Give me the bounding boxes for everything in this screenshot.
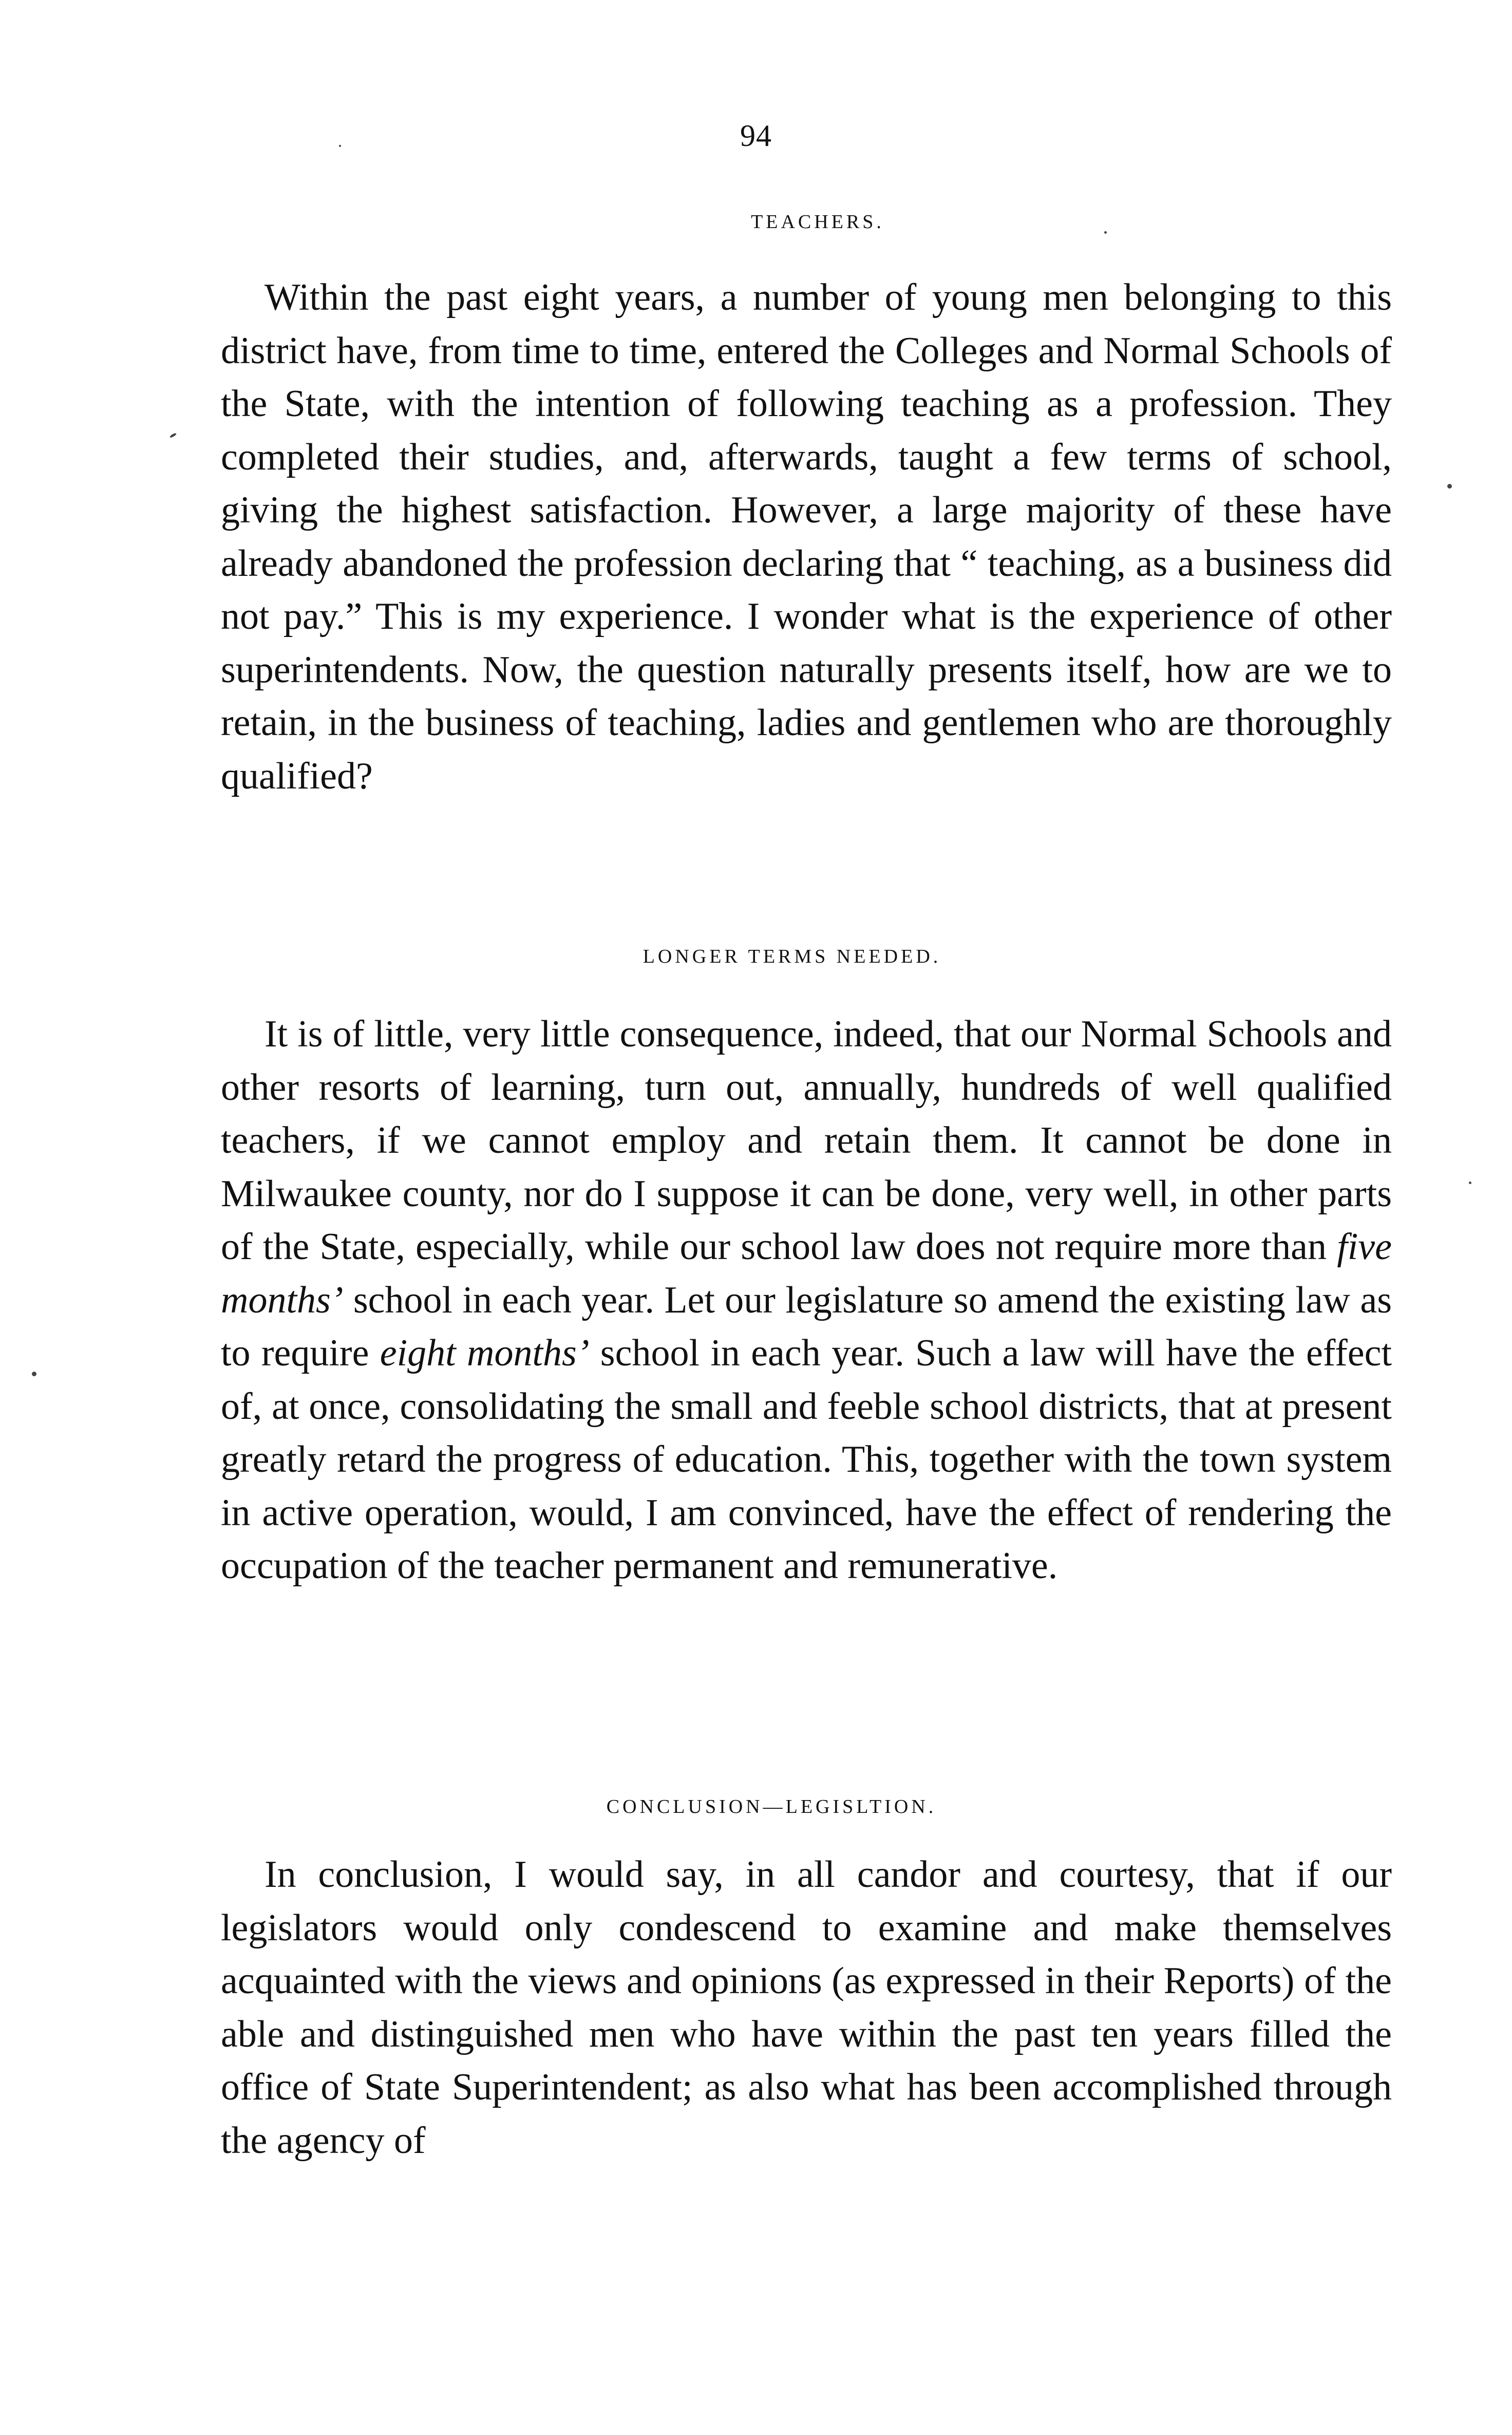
print-speck — [1104, 231, 1107, 234]
italic-text: five months’ — [221, 1226, 1392, 1321]
print-speck — [1469, 1182, 1471, 1184]
paragraph-text: school in each year. Such a law will have the effect of, at once, consolidating the small and feeble school districts, that at present greatly retard the progress of education. This, together with the town system in active operation, would, I am convinced, have the effect of rendering the occupation of the teacher permanent and remunerative. — [221, 1332, 1392, 1587]
print-speck — [339, 145, 341, 147]
section-heading-conclusion: CONCLUSION—LEGISLTION. — [606, 1796, 937, 1818]
page-number: 94 — [740, 119, 772, 153]
print-speck — [169, 433, 177, 438]
italic-text: eight months’ — [380, 1332, 590, 1374]
paragraph-longer-terms — [221, 1008, 1392, 1593]
print-speck — [1447, 484, 1452, 489]
paragraph-text: It is of little, very little consequence, indeed, that our Normal Schools and other resorts of learning, turn out, annually, hundreds of well qualified teachers, if we cannot employ and retain them. It cannot be done in Milwaukee county, nor do I suppose it can be done, very well, in other parts of the State, especially, while our school law does not require more than — [221, 1013, 1392, 1268]
paragraph-teachers: Within the past eight years, a number of young men belonging to this district have, from time to time, entered the Colleges and Normal Schools of the State, with the intention of following teaching as a profession. They completed their studies, and, afterwards, taught a few terms of school, giving the highest satisfaction. However, a large majority of these have already abandoned the profession declaring that “ teaching, as a business did not pay.” This is my experience. I wonder what is the experience of other superintendents. Now, the question naturally presents itself, how are we to retain, in the business of teaching, ladies and gentlemen who are thoroughly qualified? — [221, 276, 1392, 797]
section-heading-longer-terms: LONGER TERMS NEEDED. — [642, 946, 941, 967]
paragraph-text: school in each year. Let our legislature so amend the existing law as to require — [221, 1279, 1392, 1374]
section-heading-teachers: TEACHERS. — [751, 211, 884, 233]
print-speck — [32, 1372, 36, 1376]
paragraph-conclusion: In conclusion, I would say, in all candor and courtesy, that if our legislators would only condescend to examine and make themselves acquainted with the views and opinions (as expressed in their Reports) of the able and distinguished men who have within the past ten years filled the office of State Superintendent; as also what has been accomplished through the agency of — [221, 1853, 1392, 2162]
